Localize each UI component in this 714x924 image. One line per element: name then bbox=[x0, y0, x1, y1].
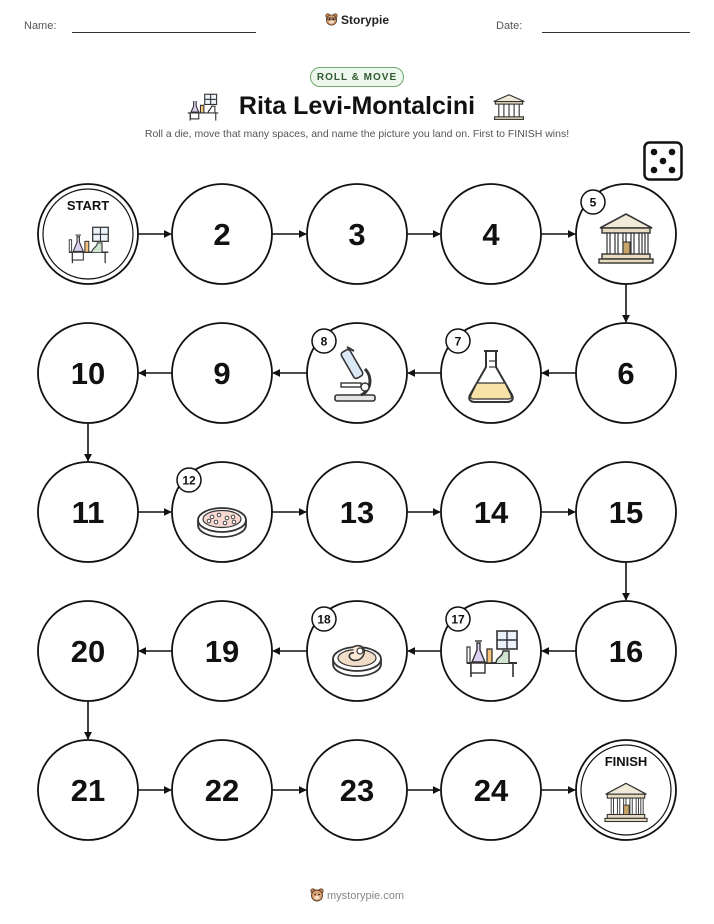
board-space[interactable] bbox=[441, 323, 541, 423]
instructions: Roll a die, move that many spaces, and name the picture you land on. First to FINISH wins! bbox=[144, 128, 570, 140]
start-space[interactable] bbox=[38, 184, 138, 284]
space-number: 24 bbox=[473, 773, 509, 808]
name-label: Name: bbox=[24, 20, 57, 32]
space-number: 21 bbox=[70, 773, 106, 808]
footer-url: mystorypie.com bbox=[326, 890, 405, 902]
space-number: 19 bbox=[204, 634, 240, 669]
board-space[interactable] bbox=[38, 462, 138, 562]
space-number: 2 bbox=[213, 217, 231, 252]
date-label: Date: bbox=[496, 20, 523, 32]
board-space[interactable] bbox=[441, 740, 541, 840]
space-number: 8 bbox=[320, 334, 328, 349]
space-number: 5 bbox=[589, 195, 597, 210]
board-space[interactable] bbox=[38, 601, 138, 701]
space-label: FINISH bbox=[604, 754, 648, 769]
space-number: 9 bbox=[213, 356, 231, 391]
space-number: 15 bbox=[608, 495, 644, 530]
board-space[interactable] bbox=[38, 740, 138, 840]
space-number: 20 bbox=[70, 634, 106, 669]
space-number: 3 bbox=[348, 217, 366, 252]
board-space[interactable] bbox=[172, 740, 272, 840]
space-number: 14 bbox=[473, 495, 509, 530]
board-space[interactable] bbox=[307, 323, 407, 423]
board-space[interactable] bbox=[576, 462, 676, 562]
board-space[interactable] bbox=[576, 323, 676, 423]
space-number: 22 bbox=[204, 773, 240, 808]
page-title: Rita Levi-Montalcini bbox=[238, 92, 476, 120]
board-space[interactable] bbox=[307, 184, 407, 284]
board-space[interactable] bbox=[441, 462, 541, 562]
bear-logo-icon bbox=[310, 888, 324, 902]
board-space[interactable] bbox=[172, 323, 272, 423]
board-space[interactable] bbox=[172, 601, 272, 701]
board-space[interactable] bbox=[307, 601, 407, 701]
space-number: 13 bbox=[339, 495, 375, 530]
space-number: 11 bbox=[71, 495, 105, 530]
space-number: 10 bbox=[70, 356, 106, 391]
board-space[interactable] bbox=[441, 184, 541, 284]
space-number: 23 bbox=[339, 773, 375, 808]
board-space[interactable] bbox=[307, 740, 407, 840]
board-space[interactable] bbox=[576, 601, 676, 701]
game-type-badge: ROLL & MOVE bbox=[310, 67, 404, 87]
space-number: 4 bbox=[482, 217, 500, 252]
board-space[interactable] bbox=[38, 323, 138, 423]
footer bbox=[0, 888, 714, 902]
board-space[interactable] bbox=[172, 462, 272, 562]
board-space[interactable] bbox=[441, 601, 541, 701]
space-label: START bbox=[66, 198, 110, 213]
space-number: 16 bbox=[608, 634, 644, 669]
finish-space[interactable] bbox=[576, 740, 676, 840]
space-number: 6 bbox=[617, 356, 635, 391]
brand-name: Storypie bbox=[340, 13, 389, 27]
board-space[interactable] bbox=[576, 184, 676, 284]
space-number: 12 bbox=[182, 473, 196, 488]
space-number: 7 bbox=[454, 334, 462, 349]
board-space[interactable] bbox=[307, 462, 407, 562]
board-space[interactable] bbox=[172, 184, 272, 284]
space-number: 18 bbox=[317, 612, 331, 627]
space-number: 17 bbox=[451, 612, 465, 627]
